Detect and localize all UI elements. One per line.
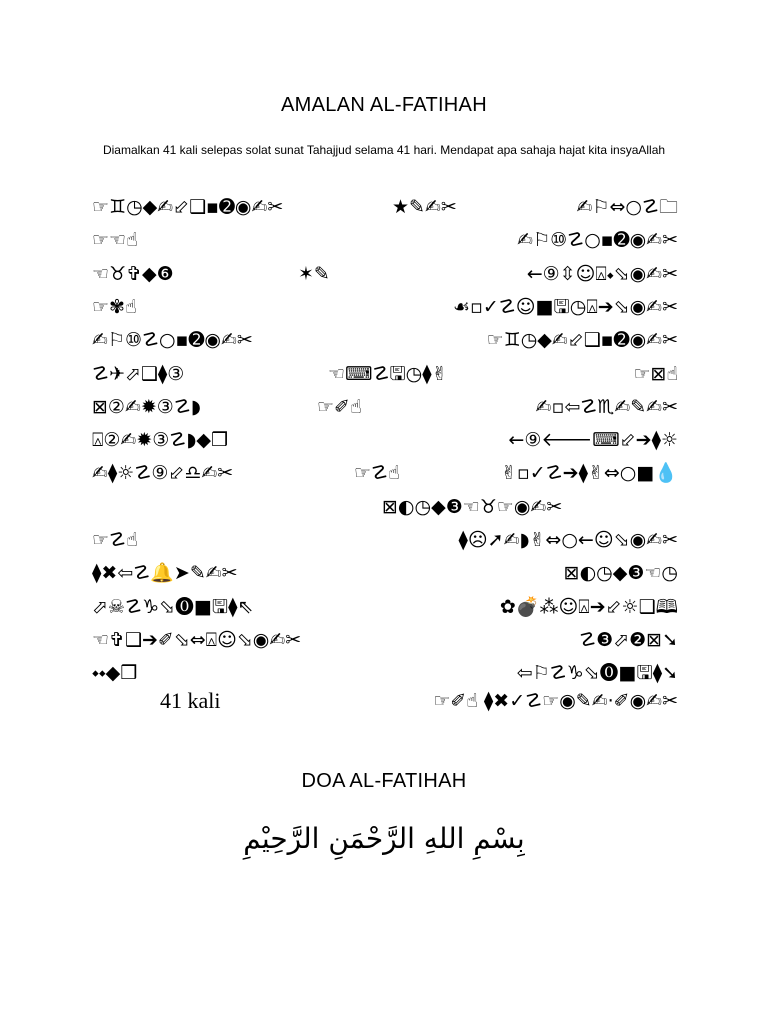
- glyph-segment-mid: ☞✐☝: [317, 395, 362, 418]
- glyph-segment-left: ✍⚐⑩☡○▪➋◉✍✂: [92, 329, 253, 352]
- glyph-row: [92, 592, 678, 622]
- glyph-segment-right: ⊠◐◷◆❸☜◷: [563, 562, 678, 585]
- last-row-glyphs: ☞✐☝ ⧫✖✓☡☞◉✎✍·✐◉✍✂: [433, 690, 678, 712]
- glyph-segment-right: ✿💣⁂☺⍓➔⬃☼❑🕮: [499, 595, 678, 618]
- instruction-text: Diamalkan 41 kali selepas solat sunat Tahajjud selama 41 hari. Mendapat apa sahaja hajat kita insyaAllah: [102, 143, 666, 157]
- glyph-segment-mid: ☜⌨☡🖫◷⧫✌: [328, 362, 448, 385]
- glyph-segment-left: ⍓②✍✹③☡◗◆❒: [92, 429, 228, 452]
- glyph-segment-right: ←⑨🡐⌨⬃➔⧫☼: [508, 429, 678, 452]
- glyph-row: [92, 458, 678, 488]
- glyph-segment-right: ✍⚐⇔○☡🗀: [576, 196, 678, 218]
- glyph-segment-right: ⇦⚐☡♑⬂⓿■🖫⧫➘: [516, 662, 678, 685]
- glyph-segment-left: ☡✈⬀❑⧫③: [92, 362, 185, 385]
- glyph-segment-mid: ✶✎: [298, 262, 330, 285]
- basmala-text: بِسْمِ اللهِ الرَّحْمَنِ الرَّحِيْمِ: [243, 822, 525, 855]
- glyph-segment-left: ☞☜☝: [92, 229, 138, 252]
- glyph-row: [92, 558, 678, 588]
- glyph-segment-mid: ☞☡☝: [354, 462, 400, 485]
- glyph-segment-right: ☞⊠☝: [633, 362, 678, 385]
- section-title: DOA AL-FATIHAH: [301, 770, 467, 792]
- glyph-segment-left: ⧫✖⇦☡🔔➤✎✍✂: [92, 562, 238, 585]
- glyph-segment-left: ☞✾☝: [92, 295, 137, 318]
- glyph-row: [92, 625, 678, 655]
- page-title: AMALAN AL-FATIHAH: [281, 94, 487, 116]
- glyph-row: [92, 658, 678, 688]
- glyph-segment-left: ⬩⬩◆❒: [92, 662, 138, 685]
- glyph-segment-right: ✍▫⇦☡♏✍✎✍✂: [535, 395, 678, 418]
- glyph-segment-center: ⊠◐◷◆❸☜♉☞◉✍✂: [382, 495, 563, 518]
- glyph-row: [92, 359, 678, 389]
- glyph-segment-right: ✌▫✓☡➔⧫✌⇔○■💧: [500, 462, 678, 485]
- glyph-row: [92, 325, 678, 355]
- glyph-segment-left: ✍⧫☼☡⑨⬃♎✍✂: [92, 462, 234, 485]
- glyph-row: [92, 225, 678, 255]
- glyph-segment-right: ☞♊◷◆✍⬃❑▪➋◉✍✂: [486, 329, 678, 352]
- glyph-row: [92, 192, 678, 222]
- glyph-segment-right: ←⑨⇳☺⍓⬩⬂◉✍✂: [526, 262, 678, 285]
- repetition-count: 41 kali: [160, 688, 221, 713]
- glyph-segment-right: ☙▫✓☡☺■🖫◷⍓➔⬂◉✍✂: [452, 295, 678, 318]
- glyph-segment-left: ☜♉✞◆❻: [92, 262, 174, 285]
- glyph-segment-left: ☞☡☝: [92, 529, 138, 551]
- glyph-segment-right: ⧫☹➚✍◗✌⇔○←☺⬂◉✍✂: [458, 529, 678, 551]
- glyph-segment-left: ⬀☠☡♑⬂⓿■🖫⧫⇖: [92, 595, 254, 618]
- glyph-segment-left: ⊠②✍✹③☡◗: [92, 395, 201, 418]
- glyph-row: [92, 425, 678, 455]
- glyph-segment-right: ☡❸⬀❷⊠➘: [579, 628, 678, 651]
- glyph-row: [92, 525, 678, 555]
- glyph-segment-right: ✍⚐⑩☡○▪➋◉✍✂: [517, 229, 678, 252]
- glyph-row: [92, 259, 678, 289]
- glyph-row: [92, 292, 678, 322]
- glyph-segment-left: ☜✞❑➔✐⬂⇔⍓☺⬂◉✍✂: [92, 628, 302, 651]
- glyph-segment-left: ☞♊◷◆✍⬃❑▪➋◉✍✂: [92, 196, 284, 218]
- glyph-segment-mid: ★✎✍✂: [392, 196, 457, 218]
- glyph-row: [92, 392, 678, 422]
- last-glyph-row: [262, 686, 678, 716]
- glyph-row: [92, 492, 678, 522]
